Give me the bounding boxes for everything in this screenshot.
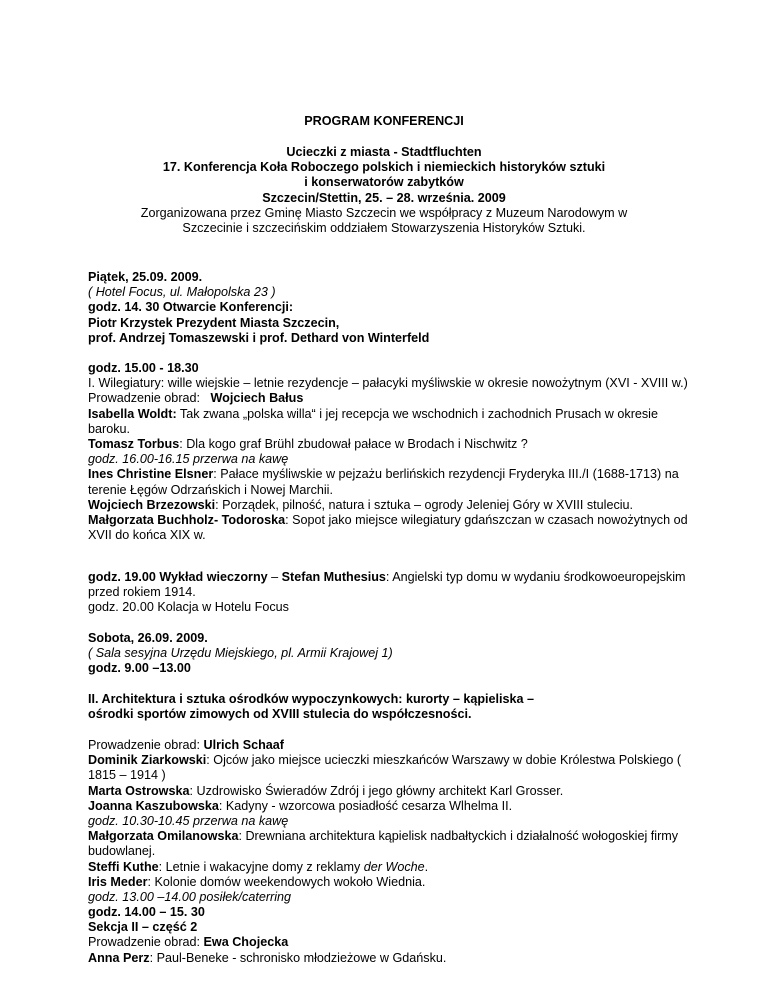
talk-title: : Porządek, pilność, natura i sztuka – ogrody Jeleniej Góry w XVIII stuleciu. [215,497,634,512]
session-3-block [88,905,688,966]
session-3-section: Sekcja II – część 2 [88,920,198,935]
evening-dinner: godz. 20.00 Kolacja w Hotelu Focus [88,600,289,615]
session-2-theme-line-1: II. Architektura i sztuka ośrodków wypoczynkowych: kurorty – kąpieliska – [88,692,535,706]
friday-date: Piątek, 25.09. 2009. [88,270,203,284]
evening-lecture [88,570,688,600]
chair-label: Prowadzenie obrad: [88,935,204,950]
talk-title: : Kolonie domów weekendowych wokoło Wiednia. [147,874,426,889]
talk-item [88,753,688,783]
session-1-block [88,361,688,543]
talk-speaker: Joanna Kaszubowska [88,798,219,813]
chair-label: Prowadzenie obrad: [88,738,204,752]
session-1-theme: I. Wilegiatury: wille wiejskie – letnie rezydencje – pałacyki myśliwskie w okresie nowożytnym (XVI - XVIII w.) [88,376,688,391]
talk-speaker: Anna Perz [88,950,150,965]
talk-item [88,467,688,497]
session-1-chair [88,391,688,406]
talk-item [88,407,688,437]
evening-speaker: Stefan Muthesius [281,570,386,584]
saturday-date: Sobota, 26.09. 2009. [88,631,208,645]
talk-title: : Kadyny - wzorcowa posiadłość cesarza Wlhelma II. [218,798,513,813]
talk-title: Tak zwana „polska willa“ i jej recepcja we wschodnich i zachodnich Prusach w okresie baroku. [88,406,658,436]
chair-name: Ulrich Schaaf [203,738,285,752]
conference-header [84,145,684,236]
evening-block [88,570,688,616]
talk-item [88,875,688,890]
talk-title-italic: der Woche [363,859,425,874]
header-line-3: i konserwatorów zabytków [304,175,464,190]
lunch-break: godz. 13.00 –14.00 posiłek/caterring [88,890,292,905]
saturday-place: ( Sala sesyjna Urzędu Miejskiego, pl. Armii Krajowej 1) [88,646,393,661]
talk-item [88,498,688,513]
chair-name: Wojciech Bałus [210,391,304,406]
talk-item [88,784,688,799]
talk-item [88,951,688,966]
friday-speaker-2: prof. Andrzej Tomaszewski i prof. Dethard von Winterfeld [88,330,430,345]
talk-speaker: Ines Christine Elsner [88,467,214,482]
talk-title: : Letnie i wakacyjne domy z reklamy [158,859,364,874]
talk-title: : Uzdrowisko Świeradów Zdrój i jego główny architekt Karl Grosser. [189,783,564,798]
session-2-theme [88,692,688,722]
friday-opening: godz. 14. 30 Otwarcie Konferencji: [88,300,294,315]
session-3-chair [88,935,688,950]
session-3-time: godz. 14.00 – 15. 30 [88,905,205,919]
header-line-4: Szczecin/Stettin, 25. – 28. września. 2009 [262,190,506,205]
header-line-5: Zorganizowana przez Gminę Miasto Szczecin we współpracy z Muzeum Narodowym w [140,205,628,220]
saturday-block [88,631,688,677]
talk-item [88,799,688,814]
header-line-6: Szczecinie i szczecińskim oddziałem Stowarzyszenia Historyków Sztuki. [182,221,586,236]
chair-name: Ewa Chojecka [203,935,289,950]
talk-speaker: Iris Meder [88,874,148,889]
talk-title: : Drewniana architektura kąpielisk nadbałtyckich i działalność wołogoskiej firmy budowlanej. [88,829,679,859]
page-title: PROGRAM KONFERENCJI [304,114,464,128]
header-line-1: Ucieczki z miasta - Stadtfluchten [286,145,482,159]
friday-block [88,270,688,346]
chair-label: Prowadzenie obrad: [88,391,201,406]
evening-title: : Angielski typ domu w wydaniu środkowoeuropejskim przed rokiem 1914. [88,570,686,600]
coffee-break: godz. 10.30-10.45 przerwa na kawę [88,814,289,829]
talk-speaker: Wojciech Brzezowski [88,497,216,512]
talk-speaker: Dominik Ziarkowski [88,753,207,768]
session-2-theme-line-2: ośrodki sportów zimowych od XVIII stulecia do współczesności. [88,707,472,722]
evening-time: godz. 19.00 Wykład wieczorny [88,570,268,584]
talk-speaker: Marta Ostrowska [88,783,190,798]
talk-title: : Sopot jako miejsce wilegiatury gdańszczan w czasach nowożytnych od XVII do końca XIX w. [88,513,688,543]
talk-title-end: . [424,859,429,874]
talk-speaker: Małgorzata Omilanowska [88,829,239,844]
friday-place: ( Hotel Focus, ul. Małopolska 23 ) [88,285,276,300]
saturday-time: godz. 9.00 –13.00 [88,661,191,676]
talk-speaker: Tomasz Torbus [88,437,180,452]
talk-item [88,860,688,875]
talk-item [88,513,688,543]
header-line-2: 17. Konferencja Koła Roboczego polskich i niemieckich historyków sztuki [162,160,606,175]
talk-item [88,829,688,859]
talk-speaker: Steffi Kuthe [88,859,159,874]
session-1-time: godz. 15.00 - 18.30 [88,361,199,375]
talk-title: : Ojców jako miejsce ucieczki mieszkańców Warszawy w dobie Królestwa Polskiego ( 1815 – 1914 ) [88,753,682,783]
talk-title: : Pałace myśliwskie w pejzażu berlińskich rezydencji Fryderyka III./I (1688-1713) na terenie Łęgów Odrzańskich i Nowej Marchii. [88,467,679,497]
coffee-break: godz. 16.00-16.15 przerwa na kawę [88,452,289,467]
talk-title: : Paul-Beneke - schronisko młodzieżowe w Gdańsku. [149,950,447,965]
talk-speaker: Małgorzata Buchholz- Todoroska [88,513,286,528]
session-2-chair [88,738,688,753]
friday-speaker-1: Piotr Krzystek Prezydent Miasta Szczecin, [88,315,340,330]
session-2-block [88,738,688,905]
talk-speaker: Isabella Woldt: [88,406,177,421]
evening-dash: – [267,570,282,584]
talk-item [88,437,688,452]
talk-title: : Dla kogo graf Brühl zbudował pałace w Brodach i Nischwitz ? [179,437,528,452]
